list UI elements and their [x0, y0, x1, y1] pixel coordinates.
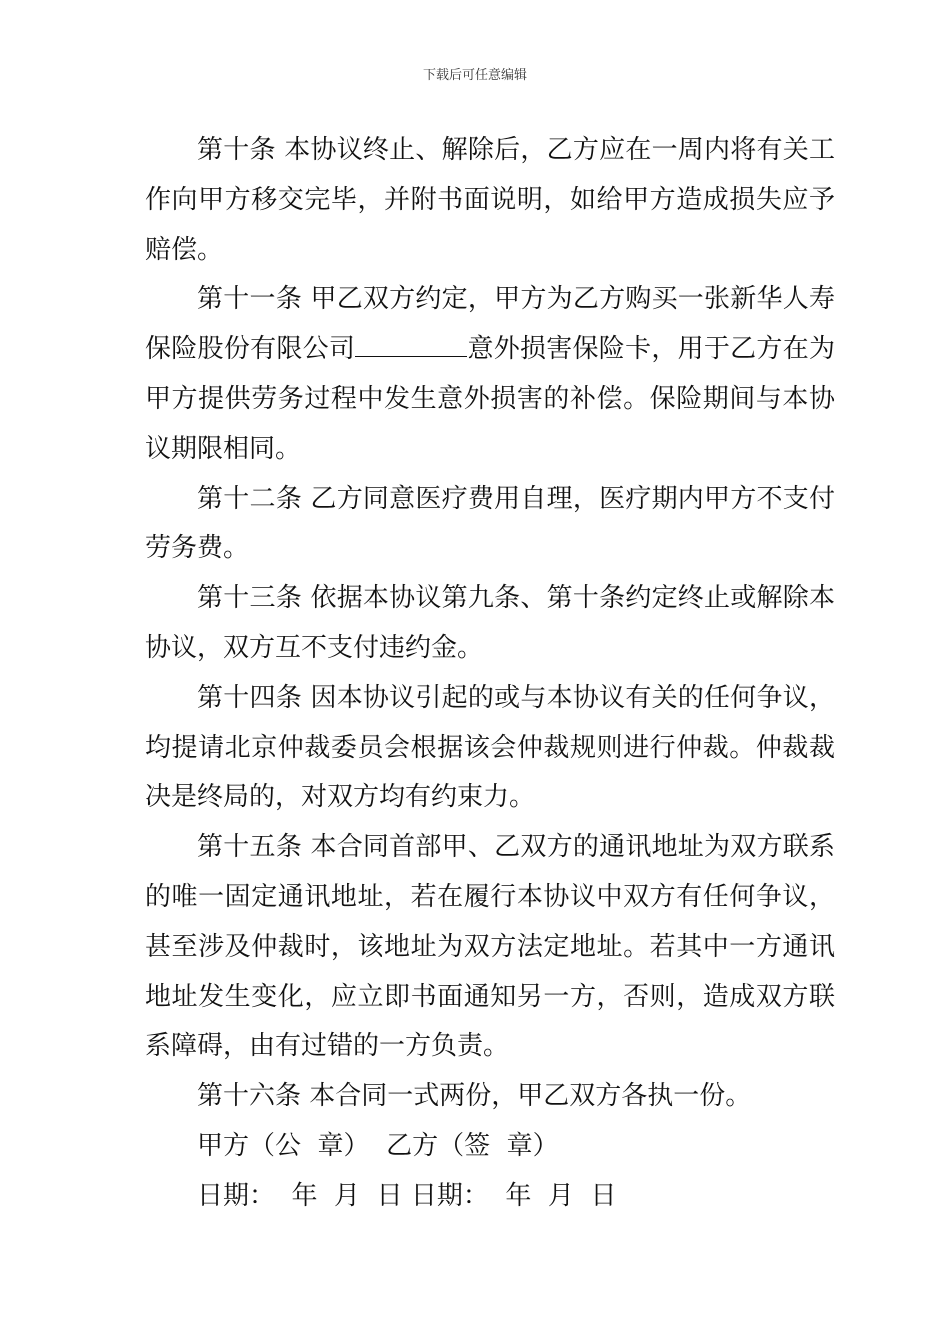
party-b-seal: 乙方（签 章） — [386, 1130, 559, 1161]
article-11-text-before: 第十一条 甲乙双方约定，甲方为乙方购买一张新华人寿保险股份有限公司 — [145, 284, 835, 365]
article-11 — [145, 275, 835, 474]
party-a-date: 日期： 年 月 日 — [197, 1180, 403, 1211]
date-line — [145, 1172, 835, 1222]
contract-body — [145, 126, 835, 1222]
article-13: 第十三条 依据本协议第九条、第十条约定终止或解除本协议，双方互不支付违约金。 — [145, 583, 835, 663]
article-10: 第十条 本协议终止、解除后，乙方应在一周内将有关工作向甲方移交完毕，并附书面说明，如给甲方造成损失应予赔偿。 — [145, 135, 835, 265]
party-b-date: 日期： 年 月 日 — [410, 1180, 617, 1211]
article-14: 第十四条 因本协议引起的或与本协议有关的任何争议，均提请北京仲裁委员会根据该会仲裁规则进行仲裁。仲裁裁决是终局的，对双方均有约束力。 — [145, 682, 835, 813]
party-a-seal: 甲方（公 章） — [197, 1130, 370, 1161]
article-11-text-after: 意外损害保险卡，用于乙方在为甲方提供劳务过程中发生意外损害的补偿。保险期间与本协议期限相同。 — [145, 334, 835, 464]
signature-line — [145, 1122, 835, 1172]
page-header-note: 下载后可任意编辑 — [422, 68, 527, 83]
insurance-blank-field — [355, 334, 467, 357]
article-12: 第十二条 乙方同意医疗费用自理，医疗期内甲方不支付劳务费。 — [145, 483, 835, 564]
article-15: 第十五条 本合同首部甲、乙双方的通讯地址为双方联系的唯一固定通讯地址，若在履行本协议中双方有任何争议，甚至涉及仲裁时，该地址为双方法定地址。若其中一方通讯地址发生变化，应立即书面通知另一方，否则，造成双方联系障碍，由有过错的一方负责。 — [145, 832, 835, 1062]
article-16: 第十六条 本合同一式两份，甲乙双方各执一份。 — [197, 1081, 752, 1112]
